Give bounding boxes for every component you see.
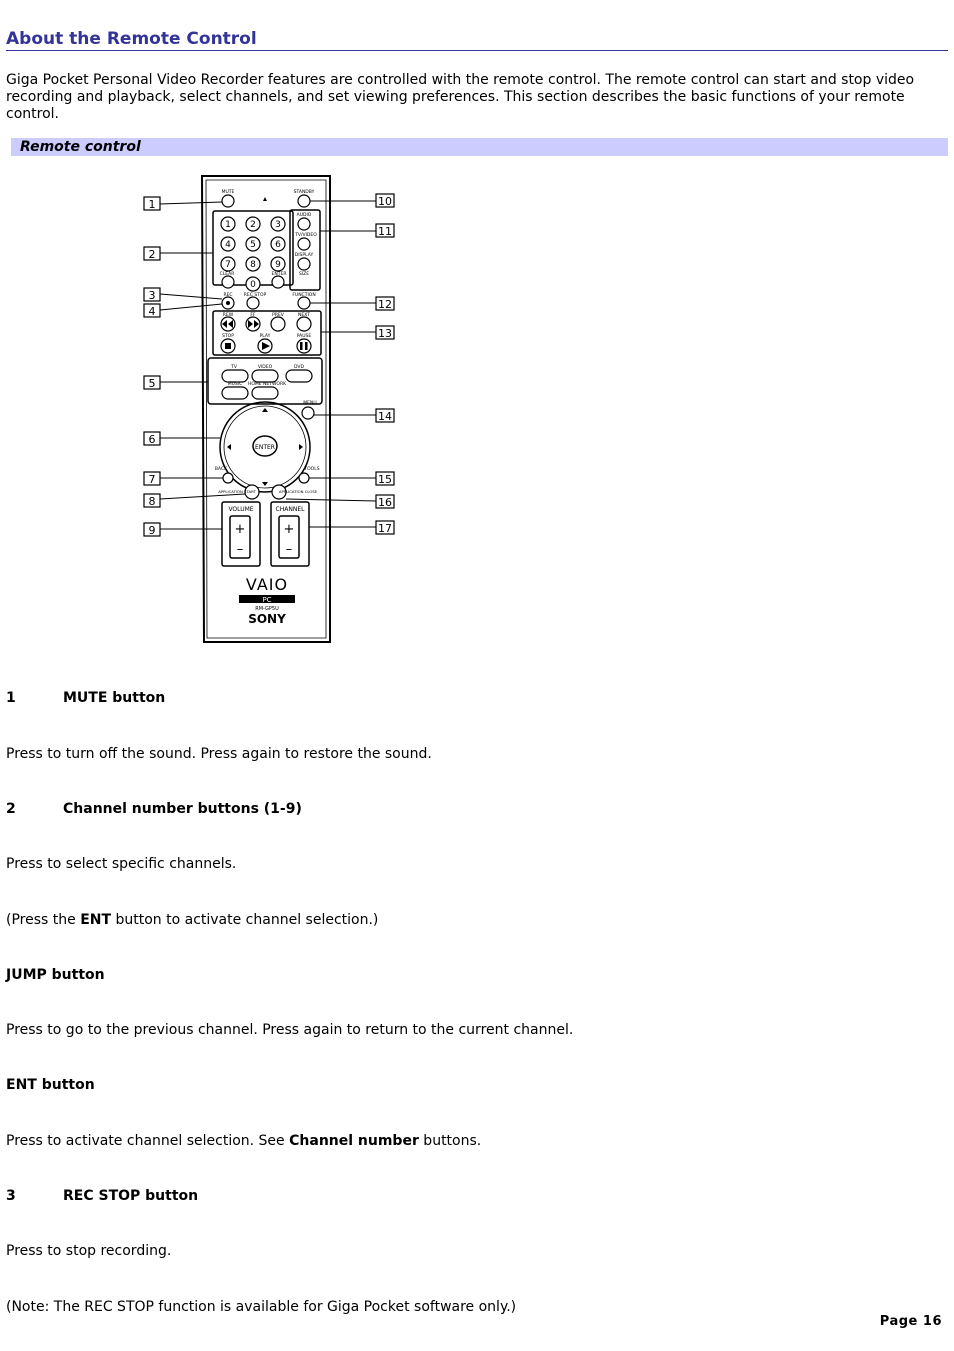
item-number: 3 [6, 1188, 16, 1204]
callout-15: 15 [378, 473, 392, 486]
pc-badge-text: PC [262, 596, 272, 604]
label-channel: CHANNEL [275, 506, 305, 513]
label-tv: TV [231, 365, 237, 370]
text-run: Press to activate channel selection. See [6, 1133, 290, 1149]
label-ff: FF [250, 313, 256, 318]
label-home-network: HOME NETWORK [247, 382, 287, 387]
item-heading-mute [6, 690, 165, 707]
label-rec: REC [223, 293, 233, 298]
callout-16: 16 [378, 496, 392, 509]
label-size: SIZE [298, 272, 310, 277]
label-stop: STOP [222, 334, 234, 339]
text-run: (Press the [6, 912, 81, 928]
key-8: 8 [250, 260, 256, 270]
item-number: 2 [6, 801, 16, 817]
label-enter-small: ENTER [271, 272, 287, 277]
label-video: VIDEO [257, 365, 273, 370]
label-tools: TOOLS [304, 467, 320, 472]
callout-6: 6 [148, 433, 156, 446]
page-title: About the Remote Control [6, 29, 948, 51]
key-7: 7 [225, 260, 231, 270]
item-description: Press to go to the previous channel. Press again to return to the current channel. [6, 1022, 574, 1038]
item-heading-channel-number [6, 801, 302, 818]
model-number: RM-GP5U [255, 606, 279, 612]
label-mute: MUTE [221, 190, 235, 195]
subheading-jump: JUMP button [6, 967, 105, 983]
item-note: (Note: The REC STOP function is available for Giga Pocket software only.) [6, 1299, 517, 1315]
label-audio: AUDIO [296, 213, 312, 218]
svg-text:+: + [283, 522, 295, 537]
callout-11: 11 [378, 225, 392, 238]
item-number: 1 [6, 690, 16, 706]
subheading-ent: ENT button [6, 1077, 95, 1093]
callout-7: 7 [148, 473, 156, 486]
label-next: NEXT [298, 313, 310, 318]
vaio-logo: VAIO [245, 575, 289, 594]
text-run: buttons. [418, 1133, 482, 1149]
callout-1: 1 [148, 198, 156, 211]
item-title: MUTE button [63, 690, 166, 706]
label-back: BACK [214, 467, 228, 472]
label-tvvideo: TV/VIDEO [295, 233, 317, 238]
key-1: 1 [225, 220, 231, 230]
item-title: REC STOP button [63, 1188, 199, 1204]
svg-text:+: + [234, 522, 246, 537]
key-6: 6 [275, 240, 281, 250]
item-description [6, 1133, 481, 1150]
key-0: 0 [250, 280, 256, 290]
callout-8: 8 [148, 495, 156, 508]
label-play: PLAY [259, 334, 271, 339]
label-music: MUSIC [227, 382, 243, 387]
callout-13: 13 [378, 327, 392, 340]
label-center-enter: ENTER [255, 444, 275, 451]
item-description: Press to stop recording. [6, 1243, 172, 1259]
label-volume: VOLUME [228, 506, 254, 513]
label-prev: PREV [272, 313, 284, 318]
label-clear: CLEAR [219, 272, 235, 277]
label-rew: REW [222, 313, 234, 318]
callout-17: 17 [378, 522, 392, 535]
key-9: 9 [275, 260, 281, 270]
key-4: 4 [225, 240, 231, 250]
label-display: DISPLAY [294, 253, 314, 258]
label-dvd: DVD [294, 365, 304, 370]
key-5: 5 [250, 240, 256, 250]
label-standby: STANDBY [293, 190, 315, 195]
key-2: 2 [250, 220, 256, 230]
label-rec-stop: REC STOP [243, 293, 267, 298]
item-description: Press to select specific channels. [6, 856, 237, 872]
section-heading: Remote control [20, 139, 141, 155]
bold-term: Channel number [289, 1133, 419, 1149]
callout-4: 4 [148, 305, 156, 318]
svg-text:–: – [236, 542, 244, 557]
remote-control-figure [140, 172, 400, 652]
callout-2: 2 [148, 248, 156, 261]
item-description: Press to turn off the sound. Press again to restore the sound. [6, 746, 432, 762]
label-menu: MENU [303, 401, 317, 406]
section-heading-bar [11, 138, 948, 156]
label-application-start: APPLICATION START [218, 489, 256, 494]
callout-9: 9 [148, 524, 156, 537]
label-function: FUNCTION [292, 293, 316, 298]
callout-5: 5 [148, 377, 156, 390]
sony-logo: SONY [248, 612, 286, 626]
key-3: 3 [275, 220, 281, 230]
item-note [6, 912, 378, 929]
item-heading-rec-stop [6, 1188, 198, 1205]
text-run: button to activate channel selection.) [111, 912, 379, 928]
callout-3: 3 [148, 289, 156, 302]
item-title: Channel number buttons (1-9) [63, 801, 302, 817]
bold-term: ENT [80, 912, 112, 928]
label-pause: PAUSE [296, 334, 312, 339]
page-number: Page 16 [879, 1314, 942, 1329]
remote-control-illustration [140, 172, 400, 652]
callout-14: 14 [378, 410, 392, 423]
callout-12: 12 [378, 298, 392, 311]
intro-paragraph: Giga Pocket Personal Video Recorder features are controlled with the remote control. The remote control can start and stop video recording and playback, select channels, and set viewing preferences. This section describes the basic functions of your remote control. [6, 72, 915, 122]
callout-10: 10 [378, 195, 392, 208]
svg-text:–: – [285, 542, 293, 557]
label-application-close: APPLICATION CLOSE [278, 489, 318, 494]
